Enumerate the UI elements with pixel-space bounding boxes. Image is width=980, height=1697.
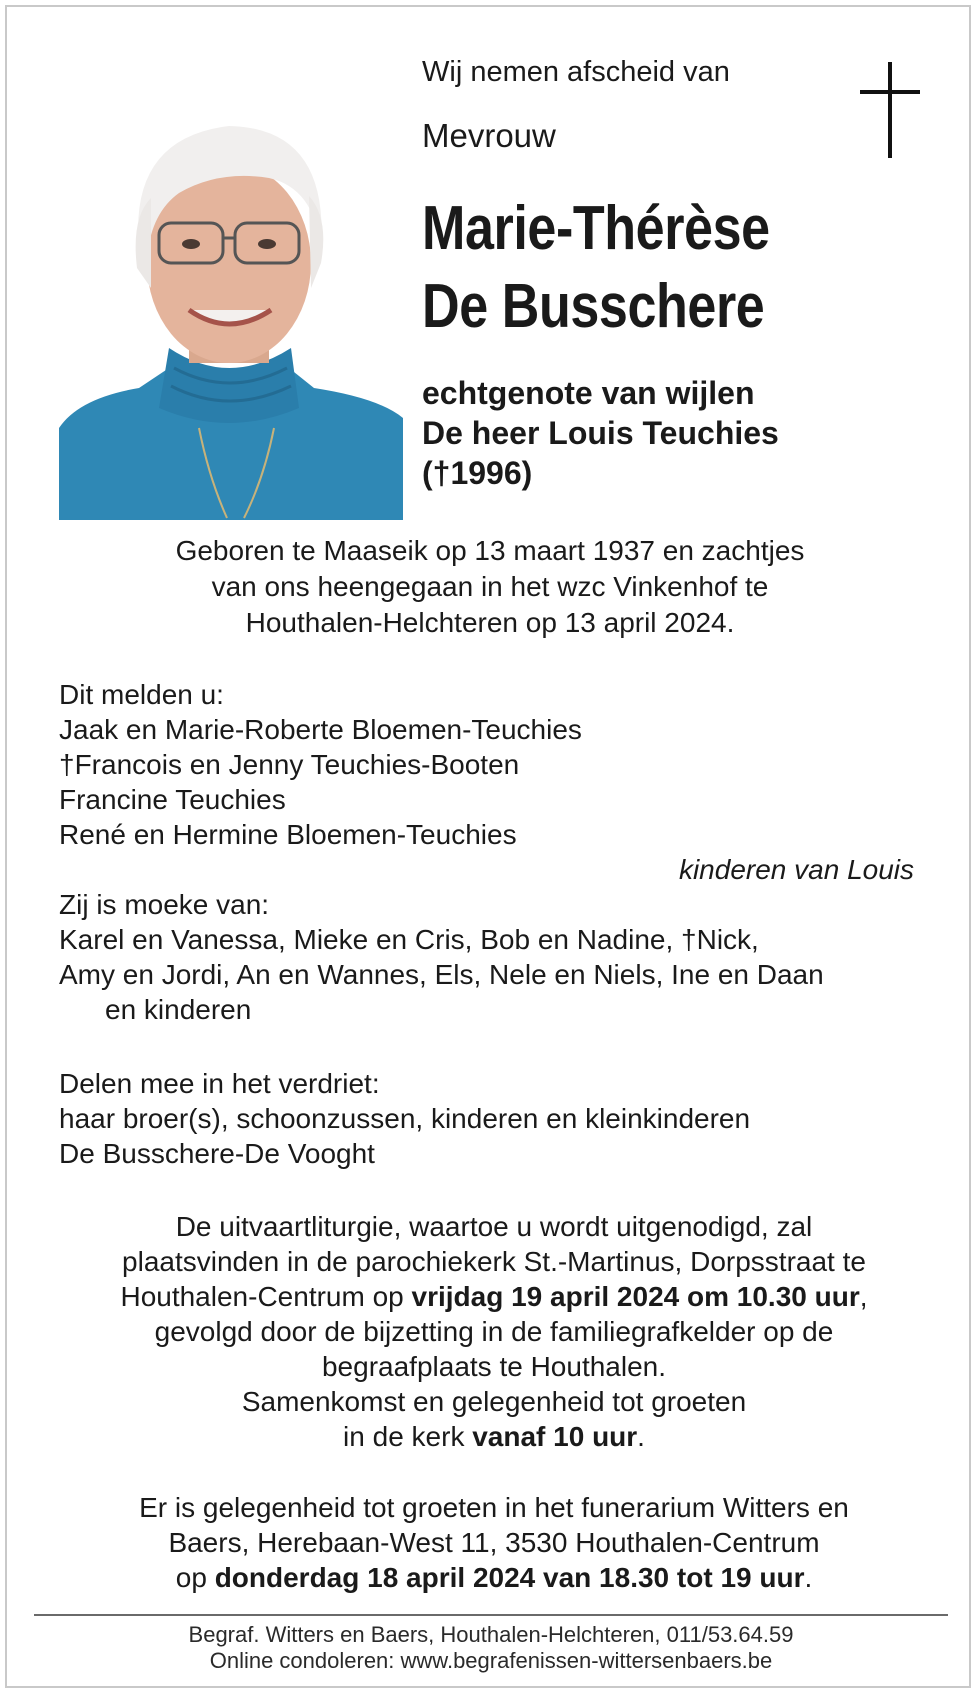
funeral-line: Samenkomst en gelegenheid tot groeten: [241, 1386, 747, 1417]
announcer-line: René en Hermine Bloemen-Teuchies: [59, 819, 517, 850]
birth-death-info: [59, 533, 921, 641]
section-heading: Delen mee in het verdriet:: [59, 1068, 380, 1099]
visitation-line: Baers, Herebaan-West 11, 3530 Houthalen-Centrum: [168, 1527, 820, 1558]
announcers-note: kinderen van Louis: [678, 854, 914, 885]
announcer-line: Jaak en Marie-Roberte Bloemen-Teuchies: [59, 714, 582, 745]
footer-divider: [34, 1614, 948, 1616]
visitation-section: [59, 1490, 929, 1595]
visitation-date-line: op donderdag 18 april 2024 van 18.30 tot 19 uur.: [175, 1562, 813, 1593]
grief-section: [59, 1066, 929, 1171]
funeral-datetime: vrijdag 19 april 2024 om 10.30 uur: [411, 1281, 860, 1312]
grandchildren-line: Amy en Jordi, An en Wannes, Els, Nele en Niels, Ine en Daan: [59, 959, 824, 990]
funeral-section: [59, 1209, 929, 1454]
footer: [34, 1622, 948, 1674]
online-condolence-link[interactable]: Online condoleren: www.begrafenissen-wittersenbaers.be: [209, 1648, 773, 1673]
gathering-line: in de kerk vanaf 10 uur.: [343, 1421, 645, 1452]
funeral-line: begraafplaats te Houthalen.: [321, 1351, 667, 1382]
visitation-line: Er is gelegenheid tot groeten in het funerarium Witters en: [139, 1492, 849, 1523]
spouse-line: (†1996): [422, 455, 533, 491]
funeral-line: plaatsvinden in de parochiekerk St.-Martinus, Dorpsstraat te: [122, 1246, 866, 1277]
header-block: [422, 52, 842, 493]
announcer-line: †Francois en Jenny Teuchies-Booten: [59, 749, 520, 780]
announcers-section: [59, 677, 929, 1027]
funeral-date-line: Houthalen-Centrum op vrijdag 19 april 2024 om 10.30 uur,: [120, 1281, 868, 1312]
last-name: De Busschere: [422, 272, 765, 341]
salutation: Mevrouw: [422, 117, 556, 154]
deceased-name: [422, 190, 775, 346]
birth-line: van ons heengegaan in het wzc Vinkenhof te: [211, 571, 769, 602]
gathering-time: vanaf 10 uur: [472, 1421, 638, 1452]
funeral-line: gevolgd door de bijzetting in de familiegrafkelder op de: [154, 1316, 834, 1347]
latin-cross-icon: [860, 62, 922, 158]
spouse-line: echtgenote van wijlen: [422, 375, 755, 411]
visitation-datetime: donderdag 18 april 2024 van 18.30 tot 19 uur: [214, 1562, 805, 1593]
birth-line: Geboren te Maaseik op 13 maart 1937 en zachtjes: [175, 535, 805, 566]
announcer-line: Francine Teuchies: [59, 784, 286, 815]
spouse-info: [422, 373, 842, 493]
funeral-home-info: Begraf. Witters en Baers, Houthalen-Helchteren, 011/53.64.59: [188, 1622, 794, 1647]
intro-text: Wij nemen afscheid van: [422, 56, 730, 88]
funeral-line: De uitvaartliturgie, waartoe u wordt uitgenodigd, zal: [175, 1211, 813, 1242]
grandchildren-line: en kinderen: [105, 994, 252, 1025]
first-name: Marie-Thérèse: [422, 194, 770, 263]
grief-line: haar broer(s), schoonzussen, kinderen en kleinkinderen: [59, 1103, 751, 1134]
portrait-photo: [59, 98, 403, 520]
section-heading: Dit melden u:: [59, 679, 224, 710]
spouse-line: De heer Louis Teuchies: [422, 415, 779, 451]
birth-line: Houthalen-Helchteren op 13 april 2024.: [245, 607, 735, 638]
grief-line: De Busschere-De Vooght: [59, 1138, 375, 1169]
grandchildren-line: Karel en Vanessa, Mieke en Cris, Bob en Nadine, †Nick,: [59, 924, 759, 955]
section-heading: Zij is moeke van:: [59, 889, 270, 920]
